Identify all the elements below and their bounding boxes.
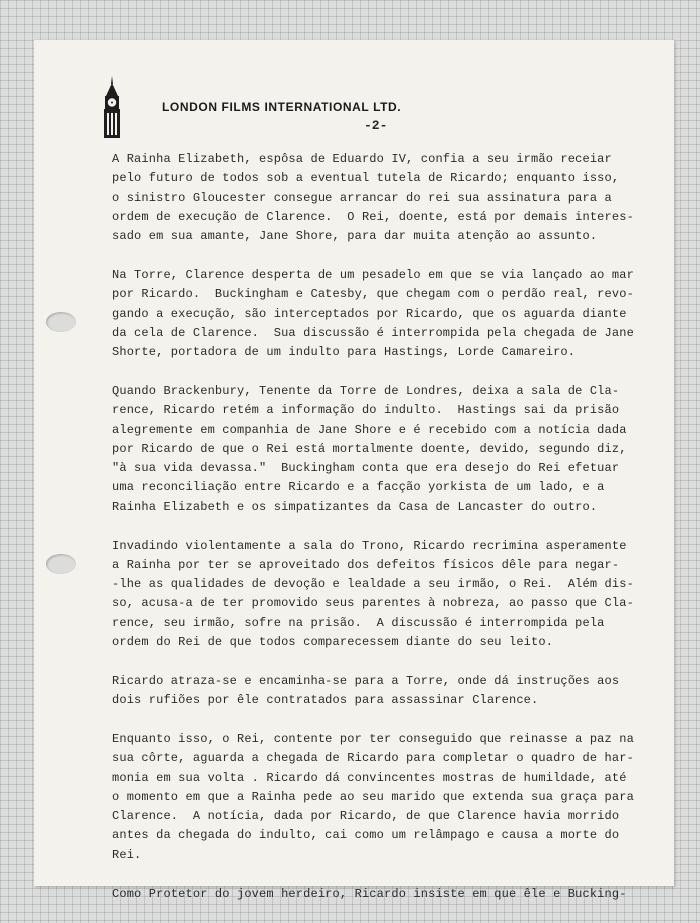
synopsis-text (112, 150, 672, 923)
big-ben-logo-icon (98, 76, 126, 138)
paragraph: Na Torre, Clarence desperta de um pesadelo em que se via lançado ao mar por Ricardo. Buckingham e Catesby, que chegam com o perdão real, revo- gando a execução, são interceptados por Ricardo, que os aguarda diante da cela de Clarence. Sua discussão é interrompida pela chegada de Jane Shorte, portadora de um indulto para Hastings, Lorde Camareiro. (112, 267, 634, 360)
punch-hole-top (46, 312, 76, 332)
paragraph: Enquanto isso, o Rei, contente por ter conseguido que reinasse a paz na sua côrte, aguarda a chegada de Ricardo para completar o quadro de har- monia em sua volta . Ricardo dá convincentes mostras de humildade, até o momento em que a Rainha pede ao seu marido que extenda sua graça para Clarence. A notícia, dada por Ricardo, de que Clarence havia morrido antes da chegada do indulto, cai como um relâmpago e causa a morte do Rei. (112, 731, 634, 862)
paragraph: Como Protetor do jovem herdeiro, Ricardo insiste em que êle e Bucking- (112, 886, 627, 901)
paragraph: A Rainha Elizabeth, espôsa de Eduardo IV, confia a seu irmão receiar pelo futuro de todos sob a eventual tutela de Ricardo; enquanto isso, o sinistro Gloucester consegue arrancar do rei sua assinatura para a ordem de execução de Clarence. O Rei, doente, está por demais interes- sado em sua amante, Jane Shore, para dar muita atenção ao assunto. (112, 152, 634, 244)
punch-hole-bottom (46, 554, 76, 574)
paragraph: Ricardo atraza-se e encaminha-se para a Torre, onde dá instruções aos dois rufiões por êle contratados para assassinar Clarence. (112, 673, 620, 708)
page-number: -2- (364, 118, 388, 133)
paragraph: Invadindo violentamente a sala do Trono, Ricardo recrimina asperamente a Rainha por ter se aproveitado dos defeitos físicos dêle para negar- -lhe as qualidades de devoção e lealdade a seu irmão, o Rei. Além dis- so, acusa-a de ter promovido seus parentes à nobreza, ao passo que Cla- rence, seu irmão, sofre na prisão. A discussão é interrompida pela ordem do Rei de que todos comparecessem diante do seu leito. (112, 538, 634, 650)
company-name: LONDON FILMS INTERNATIONAL LTD. (162, 100, 402, 114)
letter-page (34, 40, 674, 901)
paragraph: Quando Brackenbury, Tenente da Torre de Londres, deixa a sala de Cla- rence, Ricardo retém a informação do indulto. Hastings sai da prisão alegremente em companhia de Jane Shore e é recebido com a notícia dada por Ricardo de que o Rei está mortalmente doente, devido, segundo diz, "à sua vida devassa." Buckingham conta que era desejo do Rei efetuar uma reconciliação entre Ricardo e a facção yorkista de um lado, e a Rainha Elizabeth e os simpatizantes da Casa de Lancaster do outro. (112, 383, 627, 514)
